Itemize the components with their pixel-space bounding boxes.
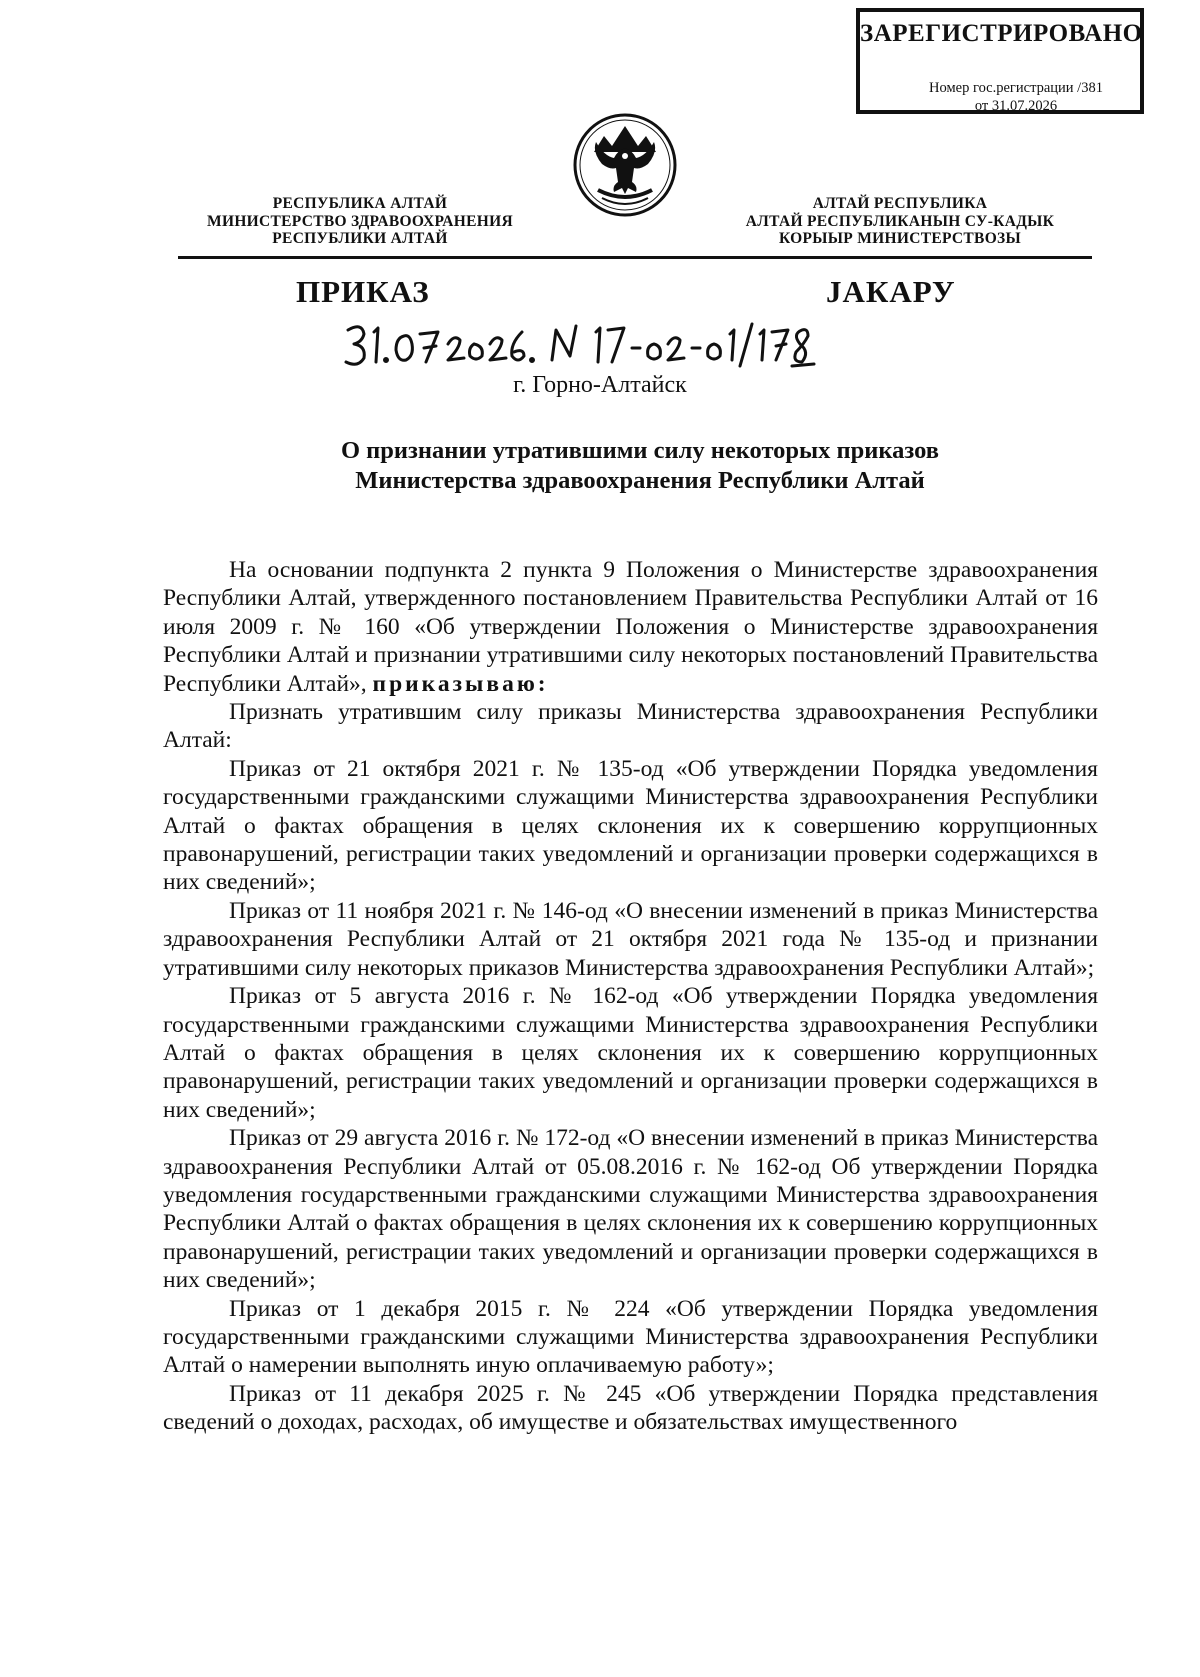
ministry-line: РЕСПУБЛИКА АЛТАЙ xyxy=(272,195,448,212)
body-paragraph: Приказ от 5 августа 2016 г. № 162-од «Об утверждении Порядка уведомления государственными гражданскими служащими Министерства здравоохранения Республики Алтай о фактах обращения в целях склонения их к совершению коррупционных правонарушений, регистрации таких уведомлений и организации проверки содержащихся в них сведений»; xyxy=(163,983,1098,1123)
stamp-registration-date: от 31.07.2026 xyxy=(974,98,1058,114)
document-title-line: О признании утратившими силу некоторых приказов xyxy=(340,437,939,464)
order-directive: приказываю: xyxy=(372,670,549,697)
body-paragraph: Приказ от 11 декабря 2025 г. № 245 «Об утверждении Порядка представления сведений о доходах, расходах, об имуществе и обязательствах имущественного xyxy=(163,1380,1098,1436)
registration-stamp xyxy=(856,8,1144,114)
ministry-line: МИНИСТЕРСТВО ЗДРАВООХРАНЕНИЯ xyxy=(207,212,513,230)
ministry-name-russian xyxy=(180,195,540,248)
ministry-line: КОРЫЫР МИНИСТЕРСТВОЗЫ xyxy=(778,230,1022,247)
document-body xyxy=(163,556,1098,1437)
order-title-altai: JАКАРУ xyxy=(826,274,956,309)
order-title-russian: ПРИКАЗ xyxy=(296,274,430,309)
ministry-line: АЛТАЙ РЕСПУБЛИКАНЫН СУ-КАДЫК xyxy=(745,212,1055,230)
body-paragraph xyxy=(163,556,1098,698)
ministry-name-altai xyxy=(710,195,1090,248)
body-paragraph: Приказ от 11 ноября 2021 г. № 146-од «О внесении изменений в приказ Министерства здравоохранения Республики Алтай от 21 октября 2021 года № 135-од и признании утратившими силу некоторых приказов Министерства здравоохранения Республики Алтай»; xyxy=(163,897,1098,981)
ministry-line: АЛТАЙ РЕСПУБЛИКА xyxy=(812,195,988,212)
ministry-line: РЕСПУБЛИКИ АЛТАЙ xyxy=(272,230,448,247)
body-paragraph: Приказ от 1 декабря 2015 г. № 224 «Об утверждении Порядка уведомления государственными гражданскими служащими Министерства здравоохранения Республики Алтай о намерении выполнять иную оплачиваемую работу»; xyxy=(163,1295,1098,1379)
body-paragraph: Приказ от 21 октября 2021 г. № 135-од «Об утверждении Порядка уведомления государственными гражданскими служащими Министерства здравоохранения Республики Алтай о фактах обращения в целях склонения их к совершению коррупционных правонарушений, регистрации таких уведомлений и организации проверки содержащихся в них сведений»; xyxy=(163,755,1098,896)
body-paragraph: Приказ от 29 августа 2016 г. № 172-од «О внесении изменений в приказ Министерства здравоохранения Республики Алтай от 05.08.2016 г. № 162-од Об утверждении Порядка уведомления государственными гражданскими служащими Министерства здравоохранения Республики Алтай о фактах обращения в целях склонения их к совершению коррупционных правонарушений, регистрации таких уведомлений и организации проверки содержащихся в них сведений»; xyxy=(163,1125,1098,1294)
coat-of-arms-icon xyxy=(572,112,678,218)
stamp-title: ЗАРЕГИСТРИРОВАНО xyxy=(860,20,1143,47)
handwritten-date-number-signature xyxy=(340,316,840,376)
stamp-registration-number: Номер гос.регистрации /381 xyxy=(929,80,1103,96)
city-name: г. Горно-Алтайск xyxy=(513,372,687,398)
document-title-line: Министерства здравоохранения Республики Алтай xyxy=(355,467,925,494)
header-divider xyxy=(178,256,1092,259)
body-paragraph: Признать утратившим силу приказы Министерства здравоохранения Республики Алтай: xyxy=(163,699,1098,754)
body-paragraph-text: На основании подпункта 2 пункта 9 Положения о Министерстве здравоохранения Республики Алтай, утвержденного постановлением Правительства Республики Алтай от 16 июля 2009 г. № 160 «Об утверждении Положения о Министерстве здравоохранения Республики Алтай и признании утратившими силу некоторых постановлений Правительства Республики Алтай», xyxy=(163,557,1098,697)
document-title xyxy=(160,436,1120,496)
